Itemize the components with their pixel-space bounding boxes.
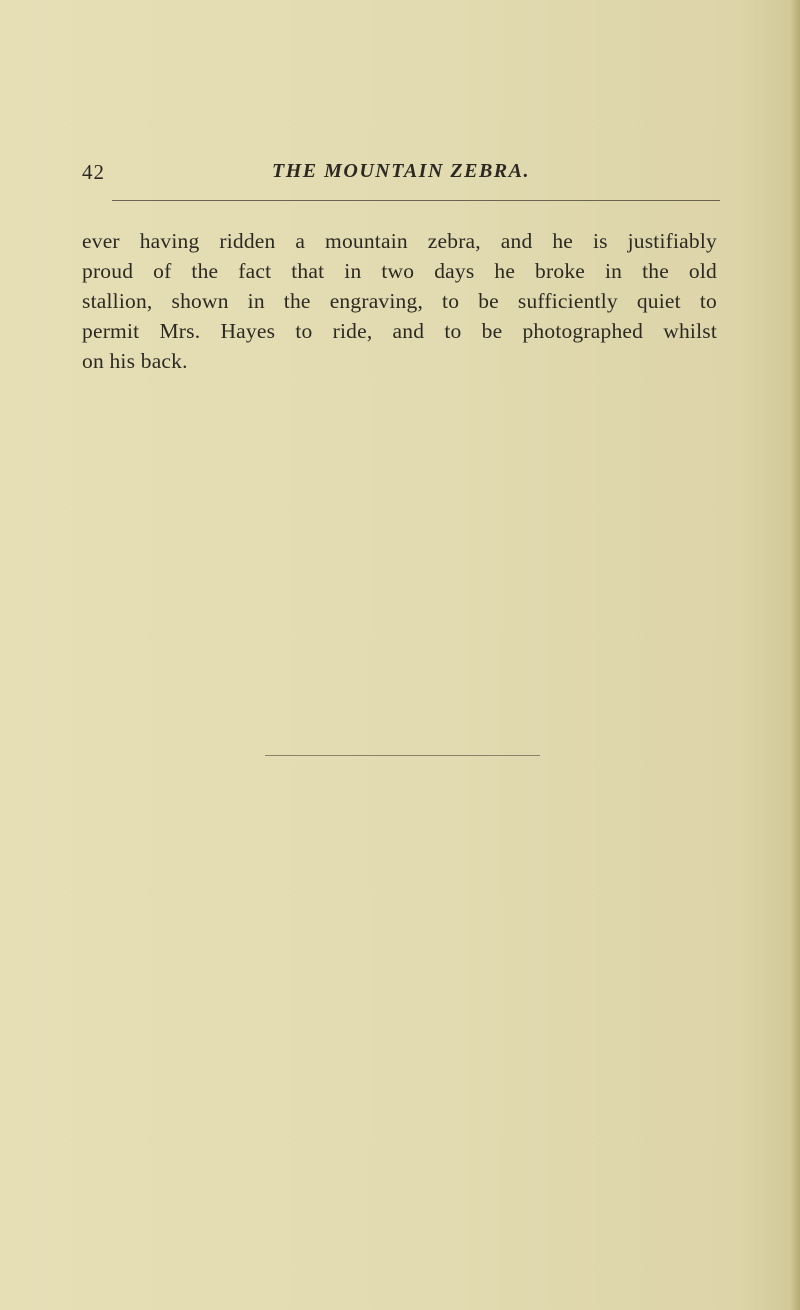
text-line: on his back. xyxy=(82,349,188,373)
section-end-rule xyxy=(265,755,540,756)
header-rule xyxy=(112,200,720,201)
text-line: proud of the fact that in two days he broke in the old xyxy=(82,259,717,283)
page-number: 42 xyxy=(82,160,105,184)
body-paragraph xyxy=(82,226,717,376)
text-line: permit Mrs. Hayes to ride, and to be photographed whilst xyxy=(82,319,717,343)
text-line: stallion, shown in the engraving, to be sufficiently quiet to xyxy=(82,289,717,313)
page-edge-shadow xyxy=(790,0,800,1310)
running-title: THE MOUNTAIN ZEBRA. xyxy=(272,160,530,182)
text-line: ever having ridden a mountain zebra, and he is justifiably xyxy=(82,229,717,253)
